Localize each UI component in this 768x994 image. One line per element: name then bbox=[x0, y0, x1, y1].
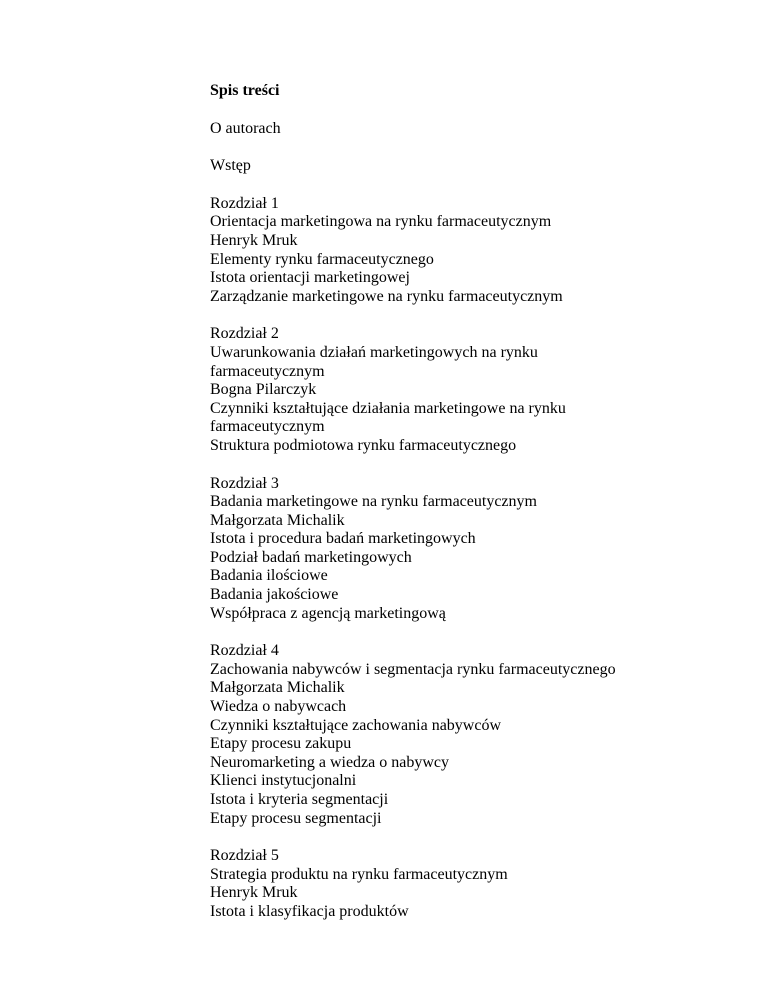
chapter-label: Rozdział 2 bbox=[210, 325, 279, 343]
section-title: Etapy procesu zakupu bbox=[210, 735, 352, 753]
chapter-title: Orientacja marketingowa na rynku farmaceutycznym bbox=[210, 213, 552, 231]
section-title: Czynniki kształtujące działania marketingowe na rynku farmaceutycznym bbox=[210, 399, 566, 436]
section-title: Badania jakościowe bbox=[210, 586, 339, 604]
chapter-label: Rozdział 3 bbox=[210, 474, 279, 492]
section-title: Podział badań marketingowych bbox=[210, 548, 412, 566]
chapter-title: Zachowania nabywców i segmentacja rynku farmaceutycznego bbox=[210, 660, 616, 678]
chapter-title: Strategia produktu na rynku farmaceutycznym bbox=[210, 865, 508, 883]
section-title: Istota i klasyfikacja produktów bbox=[210, 902, 409, 920]
section-title: Struktura podmiotowa rynku farmaceutycznego bbox=[210, 436, 517, 454]
chapter-2 bbox=[210, 325, 730, 455]
chapter-1 bbox=[210, 195, 730, 307]
section-title: Istota i procedura badań marketingowych bbox=[210, 530, 476, 548]
chapter-label: Rozdział 4 bbox=[210, 642, 279, 660]
section-title: Współpraca z agencją marketingową bbox=[210, 604, 446, 622]
chapter-author: Małgorzata Michalik bbox=[210, 679, 345, 697]
section-title: Czynniki kształtujące zachowania nabywców bbox=[210, 716, 501, 734]
section-title: Etapy procesu segmentacji bbox=[210, 809, 382, 827]
section-title: Badania ilościowe bbox=[210, 567, 328, 585]
section-title: Neuromarketing a wiedza o nabywcy bbox=[210, 753, 450, 771]
section-title: Zarządzanie marketingowe na rynku farmaceutycznym bbox=[210, 287, 563, 305]
chapter-3 bbox=[210, 475, 730, 624]
chapter-author: Henryk Mruk bbox=[210, 884, 298, 902]
chapter-title: Uwarunkowania działań marketingowych na rynku farmaceutycznym bbox=[210, 343, 538, 380]
toc-entry-introduction: Wstęp bbox=[210, 157, 251, 175]
chapter-author: Bogna Pilarczyk bbox=[210, 381, 317, 399]
chapter-label: Rozdział 1 bbox=[210, 194, 279, 212]
toc-title: Spis treści bbox=[210, 82, 280, 99]
section-title: Istota i kryteria segmentacji bbox=[210, 791, 389, 808]
toc-entry-about-authors: O autorach bbox=[210, 119, 281, 137]
section-title: Klienci instytucjonalni bbox=[210, 772, 357, 790]
section-title: Elementy rynku farmaceutycznego bbox=[210, 250, 434, 268]
chapter-label: Rozdział 5 bbox=[210, 847, 279, 865]
section-title: Istota orientacji marketingowej bbox=[210, 269, 410, 287]
chapter-title: Badania marketingowe na rynku farmaceutycznym bbox=[210, 493, 537, 511]
chapter-5 bbox=[210, 847, 730, 921]
chapter-author: Małgorzata Michalik bbox=[210, 511, 345, 529]
table-of-contents bbox=[210, 82, 730, 941]
chapter-author: Henryk Mruk bbox=[210, 231, 298, 249]
section-title: Wiedza o nabywcach bbox=[210, 698, 347, 716]
chapter-4 bbox=[210, 642, 730, 828]
